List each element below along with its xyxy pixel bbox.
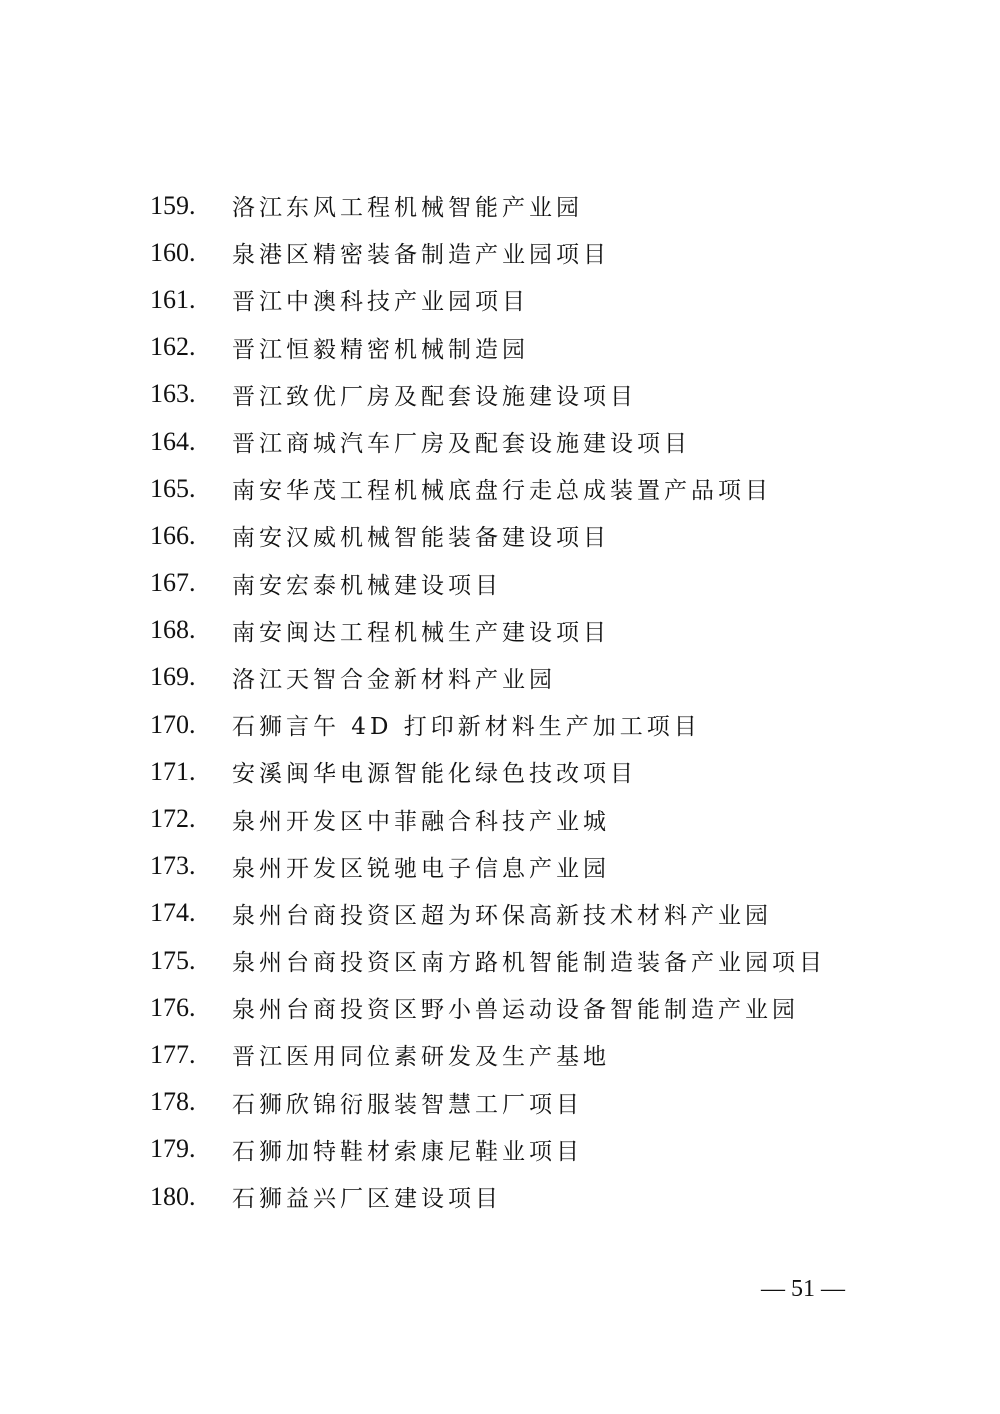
item-text: 泉州台商投资区南方路机智能制造装备产业园项目 xyxy=(232,950,826,977)
item-text: 南安宏泰机械建设项目 xyxy=(232,572,502,599)
item-number: 159. xyxy=(150,190,196,220)
list-item xyxy=(150,843,870,890)
item-text: 泉州开发区锐驰电子信息产业园 xyxy=(232,855,610,882)
item-number: 180. xyxy=(150,1181,196,1211)
item-number: 176. xyxy=(150,992,196,1022)
item-text: 南安汉威机械智能装备建设项目 xyxy=(232,525,610,552)
item-text: 安溪闽华电源智能化绿色技改项目 xyxy=(232,761,637,788)
item-number: 175. xyxy=(150,945,196,975)
list-item xyxy=(150,418,870,465)
list-item xyxy=(150,465,870,512)
list-item xyxy=(150,890,870,937)
item-number: 170. xyxy=(150,709,196,739)
item-text: 洛江天智合金新材料产业园 xyxy=(232,666,556,693)
list-item xyxy=(150,984,870,1031)
list-item xyxy=(150,1126,870,1173)
list-item xyxy=(150,276,870,323)
item-text: 泉州台商投资区野小兽运动设备智能制造产业园 xyxy=(232,997,799,1024)
item-text: 石狮加特鞋材索康尼鞋业项目 xyxy=(232,1138,583,1165)
item-number: 171. xyxy=(150,756,196,786)
item-text: 晋江医用同位素研发及生产基地 xyxy=(232,1044,610,1071)
item-text: 泉港区精密装备制造产业园项目 xyxy=(232,242,610,269)
item-text: 石狮欣锦衍服装智慧工厂项目 xyxy=(232,1091,583,1118)
item-number: 162. xyxy=(150,332,196,362)
item-text: 南安闽达工程机械生产建设项目 xyxy=(232,619,610,646)
item-number: 179. xyxy=(150,1134,196,1164)
item-number: 167. xyxy=(150,568,196,598)
list-item xyxy=(150,371,870,418)
item-number: 166. xyxy=(150,520,196,550)
list-item xyxy=(150,795,870,842)
item-text: 洛江东风工程机械智能产业园 xyxy=(232,195,583,222)
project-list xyxy=(150,182,870,1220)
list-item xyxy=(150,1079,870,1126)
list-item xyxy=(150,1173,870,1220)
item-number: 169. xyxy=(150,662,196,692)
list-item xyxy=(150,324,870,371)
list-item xyxy=(150,1031,870,1078)
list-item xyxy=(150,748,870,795)
item-number: 161. xyxy=(150,284,196,314)
item-number: 163. xyxy=(150,379,196,409)
list-item xyxy=(150,701,870,748)
list-item xyxy=(150,182,870,229)
item-text: 晋江致优厂房及配套设施建设项目 xyxy=(232,383,637,410)
list-item xyxy=(150,229,870,276)
item-number: 177. xyxy=(150,1039,196,1069)
item-text: 晋江中澳科技产业园项目 xyxy=(232,289,529,316)
item-number: 164. xyxy=(150,426,196,456)
item-number: 172. xyxy=(150,804,196,834)
list-item xyxy=(150,512,870,559)
item-text: 晋江恒毅精密机械制造园 xyxy=(232,336,529,363)
list-item xyxy=(150,607,870,654)
item-text: 石狮益兴厂区建设项目 xyxy=(232,1186,502,1213)
page-number: — 51 — xyxy=(761,1276,845,1302)
item-number: 168. xyxy=(150,615,196,645)
item-text: 晋江商城汽车厂房及配套设施建设项目 xyxy=(232,431,691,458)
item-number: 174. xyxy=(150,898,196,928)
list-item xyxy=(150,937,870,984)
list-item xyxy=(150,654,870,701)
item-number: 165. xyxy=(150,473,196,503)
item-number: 160. xyxy=(150,237,196,267)
item-text: 泉州台商投资区超为环保高新技术材料产业园 xyxy=(232,902,772,929)
item-text: 泉州开发区中菲融合科技产业城 xyxy=(232,808,610,835)
item-text: 南安华茂工程机械底盘行走总成装置产品项目 xyxy=(232,478,772,505)
item-number: 173. xyxy=(150,851,196,881)
item-number: 178. xyxy=(150,1087,196,1117)
list-item xyxy=(150,560,870,607)
item-text: 石狮言午 4D 打印新材料生产加工项目 xyxy=(232,714,701,741)
